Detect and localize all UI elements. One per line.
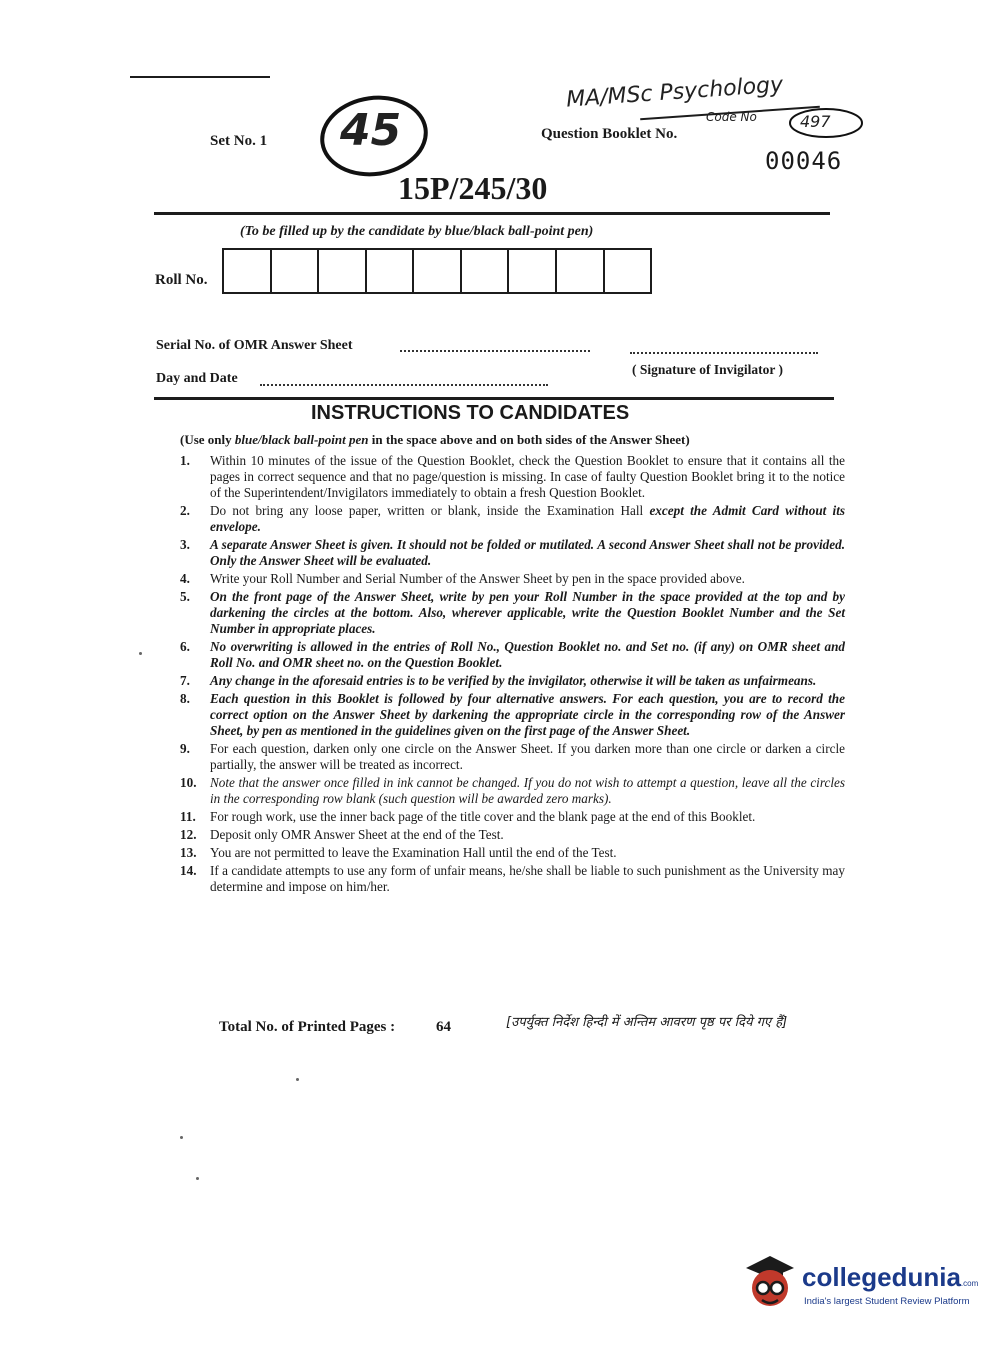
instruction-emphasis: except the Admit Card without its envelope. (210, 503, 846, 534)
instruction-emphasis: A separate Answer Sheet is given. It should not be folded or mutilated. A second Answer Sheet shall not be provided. Only the Answer Sheet will be evaluated. (210, 537, 845, 568)
speck (296, 1078, 299, 1081)
instruction-number: 2. (180, 503, 190, 518)
roll-cell[interactable] (605, 250, 651, 292)
instruction-number: 12. (180, 827, 197, 842)
instruction-item (180, 537, 845, 569)
roll-cell[interactable] (367, 250, 415, 292)
circled-number: 45 (340, 105, 402, 156)
handwritten-code-label: Code No (706, 110, 757, 124)
instruction-number: 3. (180, 537, 190, 552)
speck (139, 652, 142, 655)
handwritten-code: 497 (800, 112, 831, 131)
instruction-number: 8. (180, 691, 190, 706)
roll-cell[interactable] (272, 250, 320, 292)
instruction-item (180, 639, 845, 671)
instruction-text: If a candidate attempts to use any form of unfair means, he/she shall be liable to such punishment as the University may determine and impose on him/her. (210, 863, 845, 894)
instruction-number: 1. (180, 453, 190, 468)
instruction-item (180, 775, 845, 807)
instruction-text: Note that the answer once filled in ink cannot be changed. If you do not wish to attempt a question, leave all the circles in the corresponding row blank (such question will be awarded zero marks). (210, 775, 845, 806)
day-date-label: Day and Date (156, 371, 238, 386)
instruction-item (180, 863, 845, 895)
intro-suffix: in the space above and on both sides of the Answer Sheet) (368, 432, 690, 447)
total-pages-value: 64 (436, 1019, 451, 1035)
hindi-note: [उपर्युक्त निर्देश हिन्दी में अन्तिम आवरण पृष्ठ पर दिये गए हैं] (506, 1015, 788, 1030)
instruction-item (180, 453, 845, 501)
instruction-number: 6. (180, 639, 190, 654)
serial-dots[interactable] (400, 350, 590, 352)
instruction-emphasis: No overwriting is allowed in the entries of Roll No., Question Booklet no. and Set no. (if any) on OMR sheet and Roll No. and OMR sheet no. on the Question Booklet. (210, 639, 845, 670)
roll-cell[interactable] (557, 250, 605, 292)
intro-prefix: (Use only (180, 432, 235, 447)
speck (180, 1136, 183, 1139)
watermark-tagline: India's largest Student Review Platform (804, 1296, 970, 1307)
set-number: Set No. 1 (210, 133, 268, 149)
instruction-item (180, 827, 845, 843)
booklet-label: Question Booklet No. (541, 126, 678, 142)
booklet-number: 00046 (765, 147, 843, 175)
signature-label: ( Signature of Invigilator ) (632, 362, 784, 377)
top-rule (130, 76, 270, 78)
instruction-item (180, 691, 845, 739)
speck (196, 1177, 199, 1180)
fill-note: (To be filled up by the candidate by blue/black ball-point pen) (240, 224, 594, 239)
instruction-number: 13. (180, 845, 197, 860)
roll-cell[interactable] (462, 250, 510, 292)
header-separator (154, 212, 830, 215)
instruction-text: Write your Roll Number and Serial Number of the Answer Sheet by pen in the space provided above. (210, 571, 745, 586)
roll-label: Roll No. (155, 272, 208, 288)
instruction-text: Deposit only OMR Answer Sheet at the end of the Test. (210, 827, 504, 842)
instructions-list (180, 453, 845, 897)
handwritten-course: MA/MSc Psychology (565, 72, 784, 113)
instruction-item (180, 589, 845, 637)
watermark-brand: collegedunia (802, 1262, 961, 1292)
collegedunia-watermark (742, 1250, 979, 1320)
instruction-emphasis: Each question in this Booklet is followed by four alternative answers. For each question, you are to record the correct option on the Answer Sheet by darkening the appropriate circle in the corresponding row of the Answer Sheet, by pen as mentioned in the guidelines given on the first page of the Answer Sheet. (210, 691, 845, 738)
instruction-text: For rough work, use the inner back page of the title cover and the blank page at the end of this Booklet. (210, 809, 756, 824)
instruction-item (180, 571, 845, 587)
instruction-number: 5. (180, 589, 190, 604)
roll-cell[interactable] (224, 250, 272, 292)
roll-cell[interactable] (509, 250, 557, 292)
instruction-number: 4. (180, 571, 190, 586)
instruction-text: Within 10 minutes of the issue of the Question Booklet, check the Question Booklet to ensure that it contains all the pages in correct sequence and that no page/question is missing. In case of faulty Question Booklet bring it to the notice of the Superintendent/Invigilators immediately to obtain a fresh Question Booklet. (210, 453, 845, 500)
instruction-number: 7. (180, 673, 190, 688)
roll-cell[interactable] (319, 250, 367, 292)
total-pages-label: Total No. of Printed Pages : (219, 1019, 396, 1035)
instructions-title: INSTRUCTIONS TO CANDIDATES (311, 402, 630, 424)
roll-number-boxes[interactable] (222, 248, 652, 294)
instruction-emphasis: Any change in the aforesaid entries is to be verified by the invigilator, otherwise it will be taken as unfairmeans. (210, 673, 817, 688)
instruction-text: You are not permitted to leave the Examination Hall until the end of the Test. (210, 845, 617, 860)
instruction-item (180, 809, 845, 825)
intro-pen: blue/black ball-point pen (234, 432, 369, 447)
instruction-item (180, 503, 845, 535)
signature-dots[interactable] (630, 352, 818, 354)
instruction-item (180, 845, 845, 861)
instruction-number: 11. (180, 809, 196, 824)
mascot-logo-icon (742, 1252, 798, 1314)
instruction-item (180, 673, 845, 689)
instruction-text: For each question, darken only one circle on the Answer Sheet. If you darken more than one circle or darken a circle partially, the answer will be treated as incorrect. (210, 741, 845, 772)
instruction-number: 10. (180, 775, 197, 790)
instruction-number: 9. (180, 741, 190, 756)
instructions-intro (180, 432, 690, 448)
watermark-suffix: .com (960, 1279, 979, 1288)
instruction-text: Do not bring any loose paper, written or blank, inside the Examination Hall (210, 503, 650, 518)
roll-cell[interactable] (414, 250, 462, 292)
instruction-number: 14. (180, 863, 197, 878)
fill-separator (154, 397, 834, 400)
instruction-emphasis: On the front page of the Answer Sheet, write by pen your Roll Number in the space provided at the top and by darkening the circles at the bottom. Also, wherever applicable, write the Question Booklet Number and the Set Number in appropriate places. (210, 589, 845, 636)
instruction-item (180, 741, 845, 773)
day-date-dots[interactable] (260, 384, 548, 386)
serial-label: Serial No. of OMR Answer Sheet (156, 338, 353, 353)
paper-code: 15P/245/30 (398, 170, 548, 206)
